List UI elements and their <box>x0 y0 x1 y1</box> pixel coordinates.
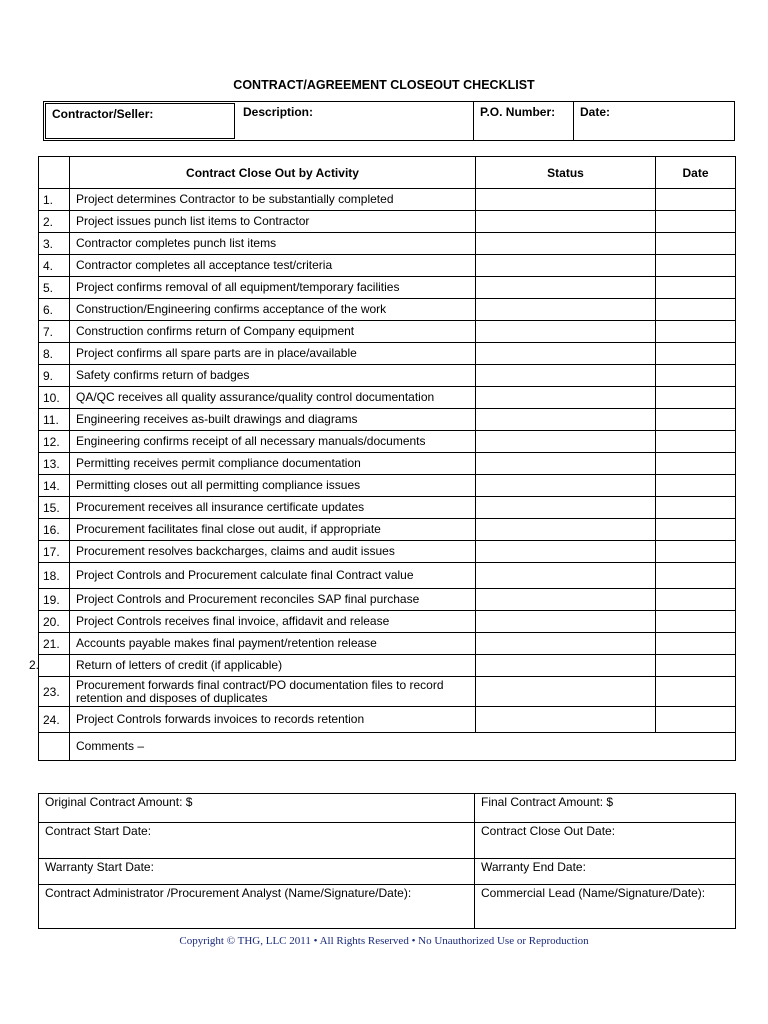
status-cell[interactable] <box>476 431 656 453</box>
table-row <box>39 255 736 277</box>
summary-row <box>39 885 736 929</box>
date-cell[interactable] <box>656 409 736 431</box>
table-row <box>39 611 736 633</box>
warranty-start-field[interactable]: Warranty Start Date: <box>39 859 475 885</box>
item-number: 15. <box>39 497 70 519</box>
date-cell[interactable] <box>656 497 736 519</box>
closeout-checklist-table <box>29 156 736 761</box>
table-row <box>39 541 736 563</box>
date-cell[interactable] <box>656 541 736 563</box>
item-activity: Permitting closes out all permitting compliance issues <box>70 475 476 497</box>
table-row <box>39 343 736 365</box>
contractor-field[interactable] <box>45 103 235 139</box>
item-number: 3. <box>39 233 70 255</box>
item-activity: Safety confirms return of badges <box>70 365 476 387</box>
table-row <box>39 475 736 497</box>
item-activity: Project Controls and Procurement reconciles SAP final purchase <box>70 589 476 611</box>
date-cell[interactable] <box>656 343 736 365</box>
date-cell[interactable] <box>656 189 736 211</box>
item-activity: Procurement resolves backcharges, claims and audit issues <box>70 541 476 563</box>
description-label: Description: <box>243 105 314 119</box>
status-cell[interactable] <box>476 343 656 365</box>
comments-row <box>39 733 736 761</box>
date-cell[interactable] <box>656 655 736 677</box>
status-column-header: Status <box>476 157 656 189</box>
table-row <box>39 563 736 589</box>
item-activity: Procurement receives all insurance certificate updates <box>70 497 476 519</box>
status-cell[interactable] <box>476 321 656 343</box>
number-column-header <box>39 157 70 189</box>
item-number-text: 2. <box>29 658 40 672</box>
table-row <box>39 431 736 453</box>
status-cell[interactable] <box>476 707 656 733</box>
item-number: 19. <box>39 589 70 611</box>
item-number: 14. <box>39 475 70 497</box>
date-cell[interactable] <box>656 707 736 733</box>
item-number <box>29 655 70 677</box>
table-row <box>39 211 736 233</box>
date-field[interactable] <box>574 102 734 140</box>
status-cell[interactable] <box>476 255 656 277</box>
table-row <box>39 189 736 211</box>
status-cell[interactable] <box>476 655 656 677</box>
item-activity: Project confirms all spare parts are in place/available <box>70 343 476 365</box>
item-activity: Project determines Contractor to be substantially completed <box>70 189 476 211</box>
commercial-lead-signature-field[interactable]: Commercial Lead (Name/Signature/Date): <box>475 885 736 929</box>
table-row <box>39 277 736 299</box>
status-cell[interactable] <box>476 211 656 233</box>
copyright-footer: Copyright © THG, LLC 2011 • All Rights Reserved • No Unauthorized Use or Reproduction <box>179 935 589 947</box>
item-number: 18. <box>39 563 70 589</box>
status-cell[interactable] <box>476 589 656 611</box>
status-cell[interactable] <box>476 677 656 707</box>
close-out-date-field[interactable]: Contract Close Out Date: <box>475 823 736 859</box>
item-activity: Construction confirms return of Company equipment <box>70 321 476 343</box>
po-number-label: P.O. Number: <box>480 105 556 119</box>
item-number: 7. <box>39 321 70 343</box>
item-number: 21. <box>39 633 70 655</box>
date-cell[interactable] <box>656 277 736 299</box>
item-number: 24. <box>39 707 70 733</box>
status-cell[interactable] <box>476 365 656 387</box>
table-row <box>39 453 736 475</box>
date-cell[interactable] <box>656 563 736 589</box>
table-row <box>39 321 736 343</box>
status-cell[interactable] <box>476 299 656 321</box>
item-number: 13. <box>39 453 70 475</box>
item-number: 23. <box>39 677 70 707</box>
item-activity: Project confirms removal of all equipment/temporary facilities <box>70 277 476 299</box>
table-row <box>39 677 736 707</box>
item-activity: Procurement facilitates final close out audit, if appropriate <box>70 519 476 541</box>
date-cell[interactable] <box>656 633 736 655</box>
item-number: 9. <box>39 365 70 387</box>
warranty-end-field[interactable]: Warranty End Date: <box>475 859 736 885</box>
item-activity: Project Controls and Procurement calculate final Contract value <box>70 563 476 589</box>
date-cell[interactable] <box>656 365 736 387</box>
item-activity: Contractor completes all acceptance test/criteria <box>70 255 476 277</box>
item-number: 1. <box>39 189 70 211</box>
item-number: 16. <box>39 519 70 541</box>
item-number: 5. <box>39 277 70 299</box>
item-number: 20. <box>39 611 70 633</box>
status-cell[interactable] <box>476 453 656 475</box>
status-cell[interactable] <box>476 541 656 563</box>
status-cell[interactable] <box>476 563 656 589</box>
item-activity: QA/QC receives all quality assurance/quality control documentation <box>70 387 476 409</box>
summary-row <box>39 823 736 859</box>
date-cell[interactable] <box>656 255 736 277</box>
original-amount-field[interactable]: Original Contract Amount: $ <box>39 794 475 823</box>
po-number-field[interactable] <box>474 102 574 140</box>
table-row <box>39 409 736 431</box>
header-info-box <box>43 101 735 141</box>
status-cell[interactable] <box>476 277 656 299</box>
item-activity: Permitting receives permit compliance documentation <box>70 453 476 475</box>
administrator-signature-field[interactable]: Contract Administrator /Procurement Analyst (Name/Signature/Date): <box>39 885 475 929</box>
item-activity: Contractor completes punch list items <box>70 233 476 255</box>
date-cell[interactable] <box>656 475 736 497</box>
date-cell[interactable] <box>656 431 736 453</box>
item-number: 10. <box>39 387 70 409</box>
table-row <box>39 233 736 255</box>
item-number: 6. <box>39 299 70 321</box>
status-cell[interactable] <box>476 633 656 655</box>
item-number: 2. <box>39 211 70 233</box>
item-activity: Engineering confirms receipt of all necessary manuals/documents <box>70 431 476 453</box>
activity-column-header: Contract Close Out by Activity <box>70 157 476 189</box>
comments-field[interactable] <box>70 733 736 761</box>
date-cell[interactable] <box>656 611 736 633</box>
table-row <box>39 519 736 541</box>
table-row <box>39 299 736 321</box>
item-activity: Engineering receives as-built drawings and diagrams <box>70 409 476 431</box>
summary-row <box>39 859 736 885</box>
item-number: 8. <box>39 343 70 365</box>
status-cell[interactable] <box>476 497 656 519</box>
date-cell[interactable] <box>656 211 736 233</box>
item-activity: Project issues punch list items to Contractor <box>70 211 476 233</box>
item-activity: Project Controls receives final invoice, affidavit and release <box>70 611 476 633</box>
table-row <box>39 655 736 677</box>
date-cell[interactable] <box>656 453 736 475</box>
table-row <box>39 497 736 519</box>
item-activity: Return of letters of credit (if applicable) <box>70 655 476 677</box>
date-cell[interactable] <box>656 589 736 611</box>
status-cell[interactable] <box>476 475 656 497</box>
date-cell[interactable] <box>656 233 736 255</box>
status-cell[interactable] <box>476 611 656 633</box>
comments-label: Comments – <box>76 739 145 753</box>
table-row <box>39 589 736 611</box>
final-amount-field[interactable]: Final Contract Amount: $ <box>475 794 736 823</box>
start-date-field[interactable]: Contract Start Date: <box>39 823 475 859</box>
page-title: CONTRACT/AGREEMENT CLOSEOUT CHECKLIST <box>233 78 535 92</box>
summary-row <box>39 794 736 823</box>
date-column-header: Date <box>656 157 736 189</box>
status-cell[interactable] <box>476 519 656 541</box>
date-cell[interactable] <box>656 519 736 541</box>
date-cell[interactable] <box>656 321 736 343</box>
contractor-label: Contractor/Seller: <box>52 107 154 121</box>
item-number: 17. <box>39 541 70 563</box>
table-row <box>39 365 736 387</box>
contract-summary-table <box>38 793 736 929</box>
item-number: 4. <box>39 255 70 277</box>
comments-number-cell <box>39 733 70 761</box>
description-field[interactable] <box>237 102 474 140</box>
table-row <box>39 707 736 733</box>
status-cell[interactable] <box>476 189 656 211</box>
date-cell[interactable] <box>656 677 736 707</box>
item-number: 12. <box>39 431 70 453</box>
item-activity: Accounts payable makes final payment/retention release <box>70 633 476 655</box>
status-cell[interactable] <box>476 387 656 409</box>
date-cell[interactable] <box>656 387 736 409</box>
table-row <box>39 633 736 655</box>
checklist-header-row <box>39 157 736 189</box>
status-cell[interactable] <box>476 233 656 255</box>
item-activity: Construction/Engineering confirms acceptance of the work <box>70 299 476 321</box>
item-activity: Project Controls forwards invoices to records retention <box>70 707 476 733</box>
date-cell[interactable] <box>656 299 736 321</box>
status-cell[interactable] <box>476 409 656 431</box>
item-activity: Procurement forwards final contract/PO documentation files to record retention and disposes of duplicates <box>70 677 476 707</box>
item-number: 11. <box>39 409 70 431</box>
date-label: Date: <box>580 105 611 119</box>
table-row <box>39 387 736 409</box>
